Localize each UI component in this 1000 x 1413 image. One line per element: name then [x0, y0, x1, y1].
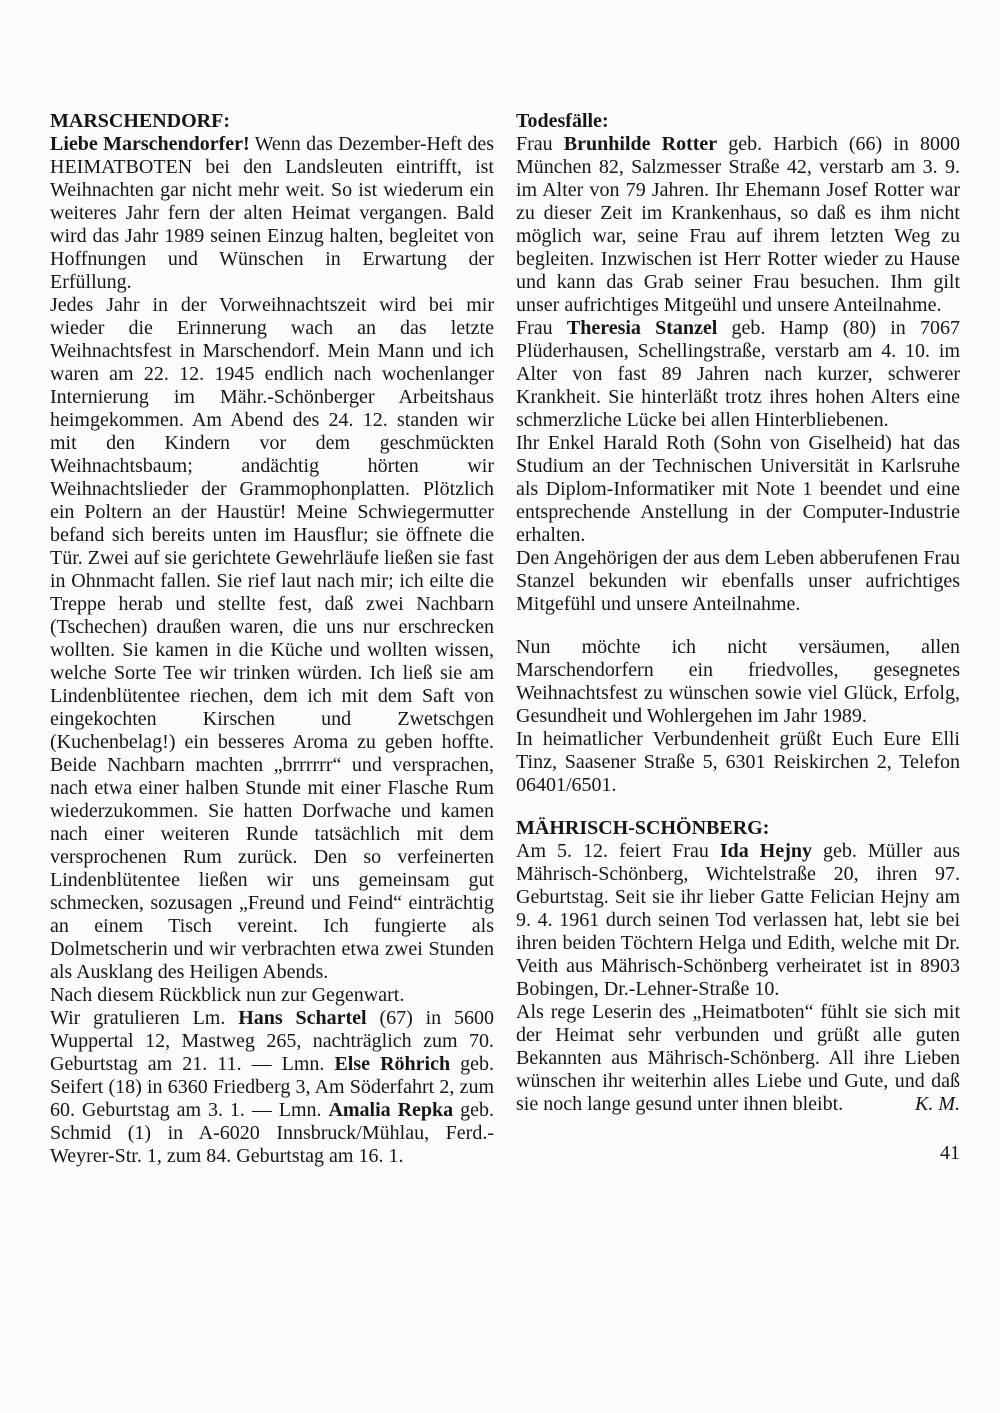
text-run: Nun möchte ich nicht versäumen, allen Marschendorfern ein friedvolles, gesegnetes Weihnachtsfest zu wünschen sowie viel Glück, Erfolg, Gesundheit und Wohlergehen im Jahr 1989. [516, 636, 960, 727]
maehrisch-schoenberg-heading [516, 817, 960, 840]
bold-text-run: Theresia Stanzel [566, 317, 718, 339]
bold-text-run: Todesfälle: [516, 110, 609, 132]
transition-paragraph [50, 984, 494, 1007]
condolence-paragraph [516, 547, 960, 616]
text-run: geb. Seifert (18) in 6360 Friedberg 3, Am Söderfahrt 2, zum 60. Geburtstag am 3. 1. — Lmn. [50, 1053, 494, 1121]
text-run: Wenn das Dezember-Heft des HEIMATBOTEN bei den Landsleuten eintrifft, ist Weihnachten gar nicht mehr weit. So ist wiederum ein weiteres Jahr fern der alten Heimat vergangen. Bald wird das Jahr 1989 seinen Einzug halten, begleitet von Hoffnungen und Wünschen in Erwartung der Erfüllung. [50, 133, 495, 293]
text-run: (67) in 5600 Wuppertal 12, Mastweg 265, nachträglich zum 70. Geburtstag am 21. 11. — Lmn. [50, 1007, 494, 1075]
closing-paragraph [516, 1001, 960, 1116]
text-run: Frau [516, 317, 567, 339]
bold-text-run: Amalia Repka [328, 1099, 454, 1121]
author-initials: K. M. [915, 1093, 960, 1115]
bold-text-run: Ida Hejny [719, 840, 813, 862]
todesfaelle-heading [516, 110, 960, 133]
bold-text-run: MÄHRISCH-SCHÖNBERG: [516, 817, 770, 839]
text-run: Frau [516, 133, 564, 155]
obituary-rotter-paragraph [516, 133, 960, 317]
christmas-wishes-paragraph [516, 636, 960, 728]
text-run: Wir gratulieren Lm. [50, 1007, 239, 1029]
bold-text-run: Liebe Marschendorfer! [50, 133, 250, 155]
ida-hejny-paragraph [516, 840, 960, 1001]
bold-text-run: MARSCHENDORF: [50, 110, 230, 132]
page-number: 41 [940, 1142, 960, 1164]
left-column [50, 110, 494, 1413]
memoir-paragraph [50, 294, 494, 984]
text-run: geb. Hamp (80) in 7067 Plüderhausen, Schellingstraße, verstarb am 4. 10. im Alter von fast 89 Jahren nach kurzer, schwerer Krankheit. Sie hinterläßt trotz ihres hohen Alters eine schmerzliche Lücke bei allen Hinterbliebenen. [516, 317, 960, 431]
obituary-stanzel-paragraph [516, 317, 960, 432]
text-run: Nach diesem Rückblick nun zur Gegenwart. [50, 984, 405, 1006]
congratulations-paragraph [50, 1007, 494, 1168]
text-run: geb. Schmid (1) in A-6020 Innsbruck/Mühlau, Ferd.-Weyrer-Str. 1, zum 84. Geburtstag am 16. 1. [50, 1099, 494, 1167]
text-run: Ihr Enkel Harald Roth (Sohn von Giselheid) hat das Studium an der Technischen Universität in Karlsruhe als Diplom-Informatiker mit Note 1 beendet und eine entsprechende Anstellung in der Computer-Industrie erhalten. [516, 432, 960, 546]
text-run: Am 5. 12. feiert Frau [516, 840, 720, 862]
text-run: Jedes Jahr in der Vorweihnachtszeit wird bei mir wieder die Erinnerung wach an das letzte Weihnachtsfest in Marschendorf. Mein Mann und ich waren am 22. 12. 1945 endlich nach wochenlanger Internierung im Mähr.-Schönberger Arbeitshaus heimgekommen. Am Abend des 24. 12. standen wir mit den Kindern vor dem geschmückten Weihnachtsbaum; andächtig hörten wir Weihnachtslieder der Grammophonplatten. Plötzlich ein Poltern an der Haustür! Meine Schwiegermutter befand sich bereits unten im Hausflur; sie öffnete die Tür. Zwei auf sie gerichtete Gewehrläufe ließen sie fast in Ohnmacht fallen. Sie rief laut nach mir; ich eilte die Treppe herab und stellte fest, daß zwei Nachbarn (Tschechen) draußen waren, die uns nur erschrecken wollten. Sie kamen in die Küche und wollten wissen, welche Sorte Tee wir trinken würden. Ich ließ sie am Lindenblütentee riechen, dem ich mit dem Saft von eingekochten Kirschen und Zwetschgen (Kuchenbelag!) ein besseres Aroma zu geben hoffte. Beide Nachbarn machten „brrrrrr“ und versprachen, nach etwa einer halben Stunde mit einer Flasche Rum wiederzukommen. Sie hatten Dorfwache und kamen nach einer weiteren Runde tatsächlich mit dem versprochenen Rum zurück. Den so verfeinerten Lindenblütentee ließen wir uns gemeinsam gut schmecken, sozusagen „Freund und Feind“ einträchtig an einem Tisch vereint. Ich fungierte als Dolmetscherin und wir verbrachten etwa zwei Stunden als Ausklang des Heiligen Abends. [50, 294, 494, 983]
intro-paragraph [50, 133, 494, 294]
harald-roth-paragraph [516, 432, 960, 547]
marschendorf-heading [50, 110, 494, 133]
bold-text-run: Brunhilde Rotter [563, 133, 718, 155]
right-column [516, 110, 960, 1413]
text-run: In heimatlicher Verbundenheit grüßt Euch Eure Elli Tinz, Saasener Straße 5, 6301 Reiskirchen 2, Telefon 06401/6501. [516, 728, 960, 796]
text-run: Als rege Leserin des „Heimatboten“ fühlt sie sich mit der Heimat sehr verbunden und grüßt alle guten Bekannten aus Mährisch-Schönberg. All ihre Lieben wünschen ihr weiterhin alles Liebe und Gute, und daß sie noch lange gesund unter ihnen bleibt. [516, 1001, 960, 1115]
bold-text-run: Hans Schartel [238, 1007, 367, 1029]
greeting-paragraph [516, 728, 960, 797]
text-run: geb. Harbich (66) in 8000 München 82, Salzmesser Straße 42, verstarb am 3. 9. im Alter von 79 Jahren. Ihr Ehemann Josef Rotter war zu dieser Zeit im Krankenhaus, so daß es ihm nicht möglich war, seine Frau auf ihrem letzten Weg zu begleiten. Inzwischen ist Herr Rotter wieder zu Hause und kann das Grab seiner Frau besuchen. Ihm gilt unser aufrichtiges Mitgeühl und unsere Anteilnahme. [516, 133, 960, 316]
text-run: Den Angehörigen der aus dem Leben abberufenen Frau Stanzel bekunden wir ebenfalls unser aufrichtiges Mitgefühl und unsere Anteilnahme. [516, 547, 960, 615]
text-run: geb. Müller aus Mährisch-Schönberg, Wichtelstraße 20, ihren 97. Geburtstag. Seit sie ihr lieber Gatte Felician Hejny am 9. 4. 1961 durch seinen Tod verlassen hat, lebt sie bei ihren beiden Töchtern Helga und Edith, welche mit Dr. Veith aus Mährisch-Schönberg verheiratet ist in 8903 Bobingen, Dr.-Lehner-Straße 10. [516, 840, 960, 1000]
bold-text-run: Else Röhrich [334, 1053, 451, 1075]
